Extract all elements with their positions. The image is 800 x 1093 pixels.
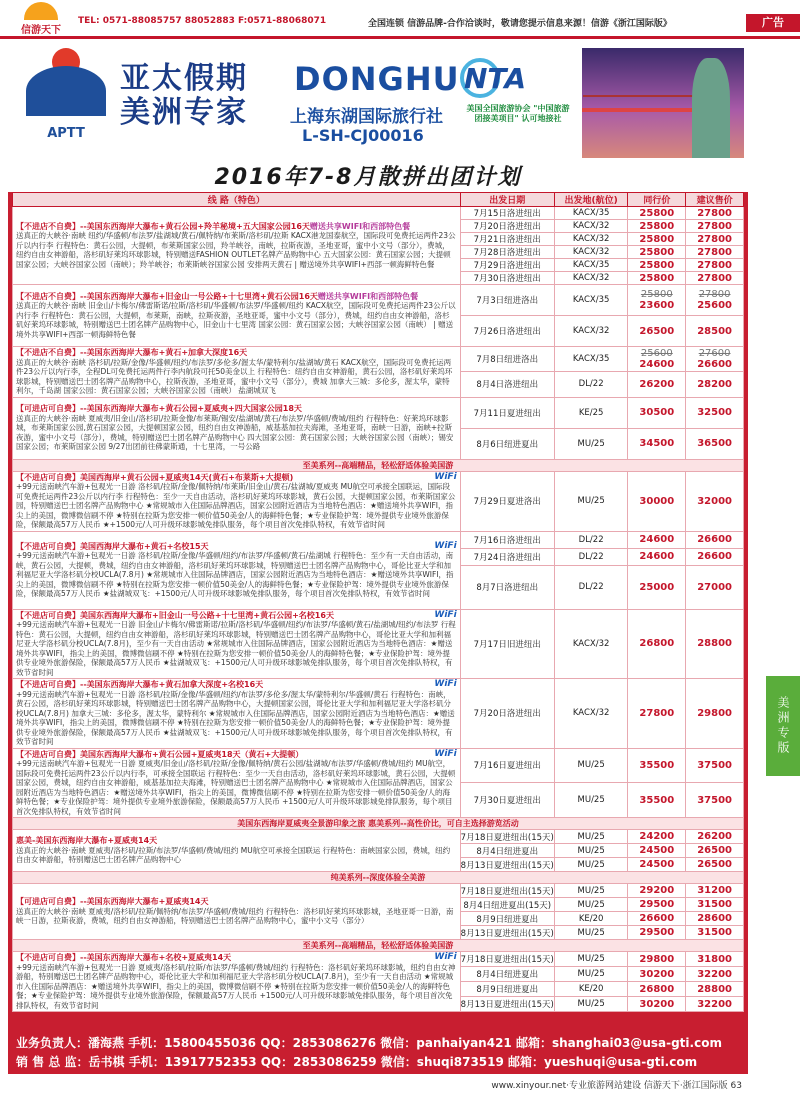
wifi-icon: WiFi — [434, 609, 457, 620]
table-row — [13, 679, 744, 749]
departure-date: 8月4日纽进夏出 — [460, 844, 554, 858]
section-label: 纯美系列--深度体验全美游 — [13, 872, 744, 884]
retail-price: 26500 — [686, 844, 744, 858]
mountain-icon — [26, 66, 106, 116]
route-title: 【不进店不自费】--美国东西海岸大瀑布+旧金山一号公路+十七里湾+黄石公园16天赠送共享WIFI和西部特色餐 — [16, 291, 419, 301]
retail-price: 31800 — [686, 952, 744, 967]
retail-price — [686, 347, 744, 372]
departure-date: 7月18日夏进纽出(15天) — [460, 952, 554, 967]
route-detail: 送真正的大峡谷·南峡 旧金山/卡梅尔/佛雷斯诺/拉斯/洛杉矶/华盛顿/布法罗/华盛顿/纽约 KACX航空，国际段可免费托运两件23公斤以内行李 行程特色：黄石公园，大提顿，布莱斯，南峡，拉斯夜游，圣地亚哥，蜜中小文号（部分），费城，纽约自由女神游船，洛杉矶好莱坞环球影城，特别赠送巴士团名牌产品购物中心，旧金山十七里湾 国家公园：黄石国家公园；大峡谷国家公园（南峡） | 赠送境外共享WIFI+西部一顿海鲜特色餐 — [16, 301, 456, 339]
wifi-icon: WiFi — [434, 471, 457, 482]
statue-of-liberty-photo — [582, 48, 744, 160]
sun-icon — [24, 2, 58, 20]
flight-class: MU/25 — [554, 884, 628, 898]
header-tel: TEL: 0571-88085757 88052883 F:0571-88068071 — [78, 16, 327, 26]
flight-class: MU/25 — [554, 898, 628, 912]
departure-date: 8月13日夏进纽出(15天) — [460, 997, 554, 1012]
route-detail: +99元送南峡汽车游+包观光一日游 夏威夷/旧金山/洛杉矶/拉斯/金像/佩特纳/黄石公园/盐湖城/布法罗/华盛顿/费城/纽约 MU航空，国际段可免费托运两件23公斤以内行李，可承接全国联运 行程特色：至少一天自由活动，洛杉矶好莱坞环球影城，黄石公园，大提顿国家公园，费城，纽约自由女神游船，威基基加拉夫海滩，特别赠送巴士团名牌产品购物中心 ★常规城市入住国际品牌酒店，国家公园附近酒店为当地特色酒店：★赠送境外共享WIFI，指尖上的美国，微博微信刷不停 ★特别在拉斯为您安排一顿价值50美金/人的海鲜特色餐；★专业保险护驾：境外提供专业境外旅游保险，保额最高57万人民币 +1500元/人可升级环球影城免排队服务，每个项目首次免排队特权，有效节省时间 — [16, 759, 456, 816]
flight-class: KACX/35 — [554, 259, 628, 272]
flight-class: MU/25 — [554, 997, 628, 1012]
departure-date: 7月30日夏进纽出 — [460, 783, 554, 818]
contact-line-2: 销 售 总 监：岳书棋 手机：13917752353 QQ：2853086259 微信：shuqi873519 邮箱：yueshuqi@usa-gti.com — [16, 1055, 698, 1069]
new-price: 23600 — [639, 300, 675, 311]
trade-price: 35500 — [628, 748, 686, 783]
trade-price: 25800 — [628, 272, 686, 285]
retail-price: 37500 — [686, 748, 744, 783]
license-number: L-SH-CJ00016 — [302, 126, 424, 145]
retail-price: 28600 — [686, 912, 744, 926]
departure-date: 8月9日纽进夏出 — [460, 982, 554, 997]
statue-shape — [692, 58, 730, 160]
new-price: 24600 — [639, 359, 675, 371]
trade-price: 30500 — [628, 397, 686, 428]
route-cell — [13, 531, 461, 609]
ad-tag: 广告 — [746, 14, 800, 32]
flight-class: MU/25 — [554, 783, 628, 818]
section-label: 至美系列--高端精品，轻松舒适体验美国游 — [13, 459, 744, 471]
trade-price: 30000 — [628, 471, 686, 531]
retail-price: 27800 — [686, 207, 744, 220]
route-tag: 赠送共享WIFI和西部特色餐 — [309, 221, 411, 231]
flight-class: MU/25 — [554, 844, 628, 858]
donghu-subtitle: 上海东湖国际旅行社 — [290, 107, 443, 127]
departure-date: 7月16日夏进纽出 — [460, 748, 554, 783]
departure-date: 7月18日夏进纽出(15天) — [460, 830, 554, 844]
departure-date: 8月13日夏进纽出(15天) — [460, 858, 554, 872]
departure-date: 7月11日夏进纽出 — [460, 397, 554, 428]
retail-price — [686, 285, 744, 316]
header-divider — [0, 36, 800, 39]
trade-price: 25800 — [628, 233, 686, 246]
flight-class: KACX/35 — [554, 207, 628, 220]
flight-class: MU/25 — [554, 858, 628, 872]
trade-price: 24500 — [628, 858, 686, 872]
table-row — [13, 207, 744, 220]
flight-class: KE/20 — [554, 912, 628, 926]
table-row — [13, 397, 744, 428]
route-detail: 送真正的大峡谷·南峡 洛杉矶/拉斯/金像/华盛顿/纽约/布法罗/多伦多/渥太华/蒙特利尔/盐湖城/黄石 KACX航空，国际段可免费托运两件23公斤以内行李，全程DL可免费托运两件行李内航段可托50美金以上 行程特色：纽约自由女神游船，黄石公园，洛杉矶好莱坞环球影城，特别赠送巴士团名牌产品购物中心，拉斯夜游，圣地亚哥，蜜中小文号（部分），费城 加拿大三城：多伦多，渥太华，蒙特利尔，千岛湖 国家公园：黄石国家公园；大峡谷国家公园（南峡） 盐湖城双飞 — [16, 357, 453, 395]
trade-price: 30200 — [628, 967, 686, 982]
flight-class: MU/25 — [554, 830, 628, 844]
departure-date: 7月20日洛进纽出 — [460, 679, 554, 749]
route-title: 【不进店可自费】美国西海岸大瀑布+黄石+名校15天 — [16, 541, 209, 551]
departure-date: 8月13日夏进纽出(15天) — [460, 926, 554, 940]
trade-price: 26800 — [628, 982, 686, 997]
retail-price: 31200 — [686, 884, 744, 898]
wifi-icon: WiFi — [434, 952, 457, 962]
departure-date: 7月28日洛进纽出 — [460, 246, 554, 259]
xinyou-logo: 信游天下 — [6, 2, 76, 36]
trade-price: 25800 — [628, 259, 686, 272]
flight-class: KACX/32 — [554, 272, 628, 285]
trade-price: 26600 — [628, 912, 686, 926]
route-cell — [13, 609, 461, 679]
table-header — [13, 193, 744, 207]
retail-price: 27800 — [686, 233, 744, 246]
route-title: 【可进店可自费】--美国东西海岸大瀑布+夏威夷14天 — [16, 897, 209, 907]
flight-class: KACX/32 — [554, 609, 628, 679]
retail-price: 27800 — [686, 246, 744, 259]
table-row — [13, 609, 744, 679]
col-retail-price: 建议售价 — [686, 193, 744, 207]
section-divider — [13, 459, 744, 471]
flight-class: KACX/35 — [554, 285, 628, 316]
route-cell — [13, 830, 461, 872]
flight-class: KACX/32 — [554, 316, 628, 347]
trade-price: 29200 — [628, 884, 686, 898]
departure-date: 8月7日洛进纽出 — [460, 565, 554, 609]
bridge-shape — [582, 108, 702, 112]
retail-price: 27000 — [686, 565, 744, 609]
table-row — [13, 285, 744, 316]
retail-price: 28800 — [686, 609, 744, 679]
route-cell — [13, 679, 461, 749]
route-title: 【不进店可自费】--美国东西海岸大瀑布+黄石加拿大深度+名校16天 — [16, 680, 264, 689]
bottom-footer: www.xinyour.net·专业旅游网站建设 信游天下·浙江国际版 63 — [491, 1081, 742, 1091]
route-title: 【不进店可自费】美国西海岸+黄石公园+夏威夷14天(黄石+布莱斯+大提顿) — [16, 472, 294, 482]
retail-price: 26600 — [686, 531, 744, 548]
old-price: 25600 — [640, 348, 673, 360]
route-detail: +99元送南峡汽车游+包观光一日游 旧金山/卡梅尔/佛雷斯诺/拉斯/洛杉矶/华盛顿/纽约/布法罗/华盛顿/黄石/盐湖城/纽约/布法罗 行程特色：黄石公园，大提顿，纽约自由女神游船，洛杉矶好莱坞环球影城，特别赠送巴士团名牌产品购物中心，哥伦比亚大学和加利福尼亚大学洛杉矶分校UCLA(7.8月)，至少有一天自由活动 ★常规城市入住国际品牌酒店，国家公园附近酒店为当地特色酒店：★赠送境外共享WIFI，指尖上的美国，微博微信刷不停 ★特别在拉斯为您安排一顿价值50美金/人的海鲜特色餐；★专业保险护驾：境外提供专业境外旅游保险，保额最高57万人民币 ★盐湖城双飞：+1500元/人可升级环球影城免排队服务，每个项目首次免排队特权，有效节省时间 — [16, 620, 456, 677]
contact-footer — [8, 1034, 748, 1074]
aptt-logo: APTT — [16, 48, 116, 152]
donghu-logo: DONGHU — [294, 60, 460, 98]
flight-class: MU/25 — [554, 428, 628, 459]
departure-date: 7月29日洛进纽出 — [460, 259, 554, 272]
retail-price: 27800 — [686, 272, 744, 285]
tour-table — [12, 192, 744, 1012]
departure-date: 8月4日洛进纽出 — [460, 372, 554, 397]
col-trade-price: 同行价 — [628, 193, 686, 207]
retail-price: 31500 — [686, 898, 744, 912]
retail-price: 26200 — [686, 830, 744, 844]
flight-class: MU/25 — [554, 748, 628, 783]
retail-price: 28500 — [686, 316, 744, 347]
retail-price: 37500 — [686, 783, 744, 818]
table-row — [13, 347, 744, 372]
route-title: 【不进店不自费】--美国东西海岸大瀑布+黄石+加拿大深度16天 — [16, 348, 248, 357]
flight-class: MU/25 — [554, 952, 628, 967]
ad-page — [8, 40, 748, 1034]
route-cell — [13, 952, 461, 1012]
retail-price: 32000 — [686, 471, 744, 531]
retail-price: 26500 — [686, 858, 744, 872]
route-detail: 送真正的大峡谷·南峡 夏威夷/洛杉矶/拉斯/布法罗/华盛顿/费城/纽约 MU航空可承接全国联运 行程特色：南峡国家公园，费城，纽约自由女神游船，特别赠送巴士团名牌产品购物中心 — [16, 845, 451, 865]
flight-class: MU/25 — [554, 471, 628, 531]
trade-price: 25000 — [628, 565, 686, 609]
departure-date: 8月4日纽进夏出(15天) — [460, 898, 554, 912]
route-cell — [13, 397, 461, 459]
departure-date: 7月24日洛进纽出 — [460, 548, 554, 565]
wifi-icon: WiFi — [434, 540, 457, 551]
retail-price: 32500 — [686, 397, 744, 428]
table-body — [13, 207, 744, 1012]
departure-date: 7月18日夏进纽出(15天) — [460, 884, 554, 898]
section-divider — [13, 818, 744, 830]
section-label: 美国东西海岸夏威夷全景游印象之旅 惠美系列--高性价比，可自主选择游览活动 — [13, 818, 744, 830]
section-divider — [13, 940, 744, 952]
col-flight: 出发地(航位) — [554, 193, 628, 207]
departure-date: 7月16日洛进纽出 — [460, 531, 554, 548]
departure-date: 7月20日洛进纽出 — [460, 220, 554, 233]
flight-class: MU/25 — [554, 926, 628, 940]
flight-class: KACX/32 — [554, 679, 628, 749]
trade-price: 26500 — [628, 316, 686, 347]
agency-name: 亚太假期 美洲专家 — [120, 61, 248, 130]
route-cell — [13, 471, 461, 531]
flight-class: MU/25 — [554, 967, 628, 982]
retail-price: 36500 — [686, 428, 744, 459]
route-cell — [13, 748, 461, 818]
retail-price: 28200 — [686, 372, 744, 397]
route-cell — [13, 207, 461, 285]
route-tag: 赠送共享WIFI和西部特色餐 — [317, 291, 419, 301]
retail-price: 31500 — [686, 926, 744, 940]
route-detail: 送真正的大峡谷·南峡 夏威夷/洛杉矶/拉斯/佩特纳/布法罗/华盛顿/费城/纽约 行程特色：洛杉矶好莱坞环球影城，圣地亚哥一日游，南峡一日游，拉斯夜游，费城，纽约自由女神游船，特别赠送巴士团名牌产品购物中心，蜜中小文号（部分） — [16, 906, 454, 926]
departure-date: 8月6日纽进夏出 — [460, 428, 554, 459]
departure-date: 7月29日夏进洛出 — [460, 471, 554, 531]
trade-price: 25800 — [628, 220, 686, 233]
trade-price: 25800 — [628, 246, 686, 259]
trade-price: 29500 — [628, 898, 686, 912]
trade-price: 34500 — [628, 428, 686, 459]
route-detail: +99元送南峡汽车游+包观光一日游 洛杉矶/拉斯/金像/佩特纳/布莱斯/旧金山/黄石/盐湖城/夏威夷 MU航空可承接全国联运，国际段可免费托运两件23公斤以内行李 行程特色：至少一天自由活动，洛杉矶好莱坞环球影城，黄石公园，大提顿国家公园，布莱斯国家公园，特别赠送巴士团名牌产品购物中心 ★常规城市入住国际品牌酒店，国家公园附近酒店为当地特色酒店：★赠送境外共享WIFI，指尖上的美国，微博微信刷不停 ★特别在拉斯为您安排一顿价值50美金/人的海鲜特色餐；★专业保险护驾：境外提供专业境外旅游保险，保额最高57万人民币 ★+1500元/人可升级环球影城免排队服务，每个项目首次免排队特权，有效节省时间 — [16, 482, 456, 529]
table-row — [13, 952, 744, 967]
table-row — [13, 531, 744, 548]
departure-date: 7月26日洛进纽出 — [460, 316, 554, 347]
retail-price: 26600 — [686, 548, 744, 565]
trade-price: 24600 — [628, 548, 686, 565]
route-title: 【不进店可自费】美国东西海岸大瀑布+黄石公园+夏威夷18天（黄石+大提顿） — [16, 749, 304, 759]
retail-price: 28800 — [686, 982, 744, 997]
flight-class: KACX/32 — [554, 233, 628, 246]
route-title: 【不进店可自费】--美国东西海岸大瀑布+名校+夏威夷14天 — [16, 953, 232, 962]
old-price: 27800 — [698, 289, 731, 300]
trade-price: 29500 — [628, 926, 686, 940]
departure-date: 7月17日旧进纽出 — [460, 609, 554, 679]
page-header — [0, 0, 800, 38]
old-price: 25800 — [640, 289, 673, 300]
retail-price: 32200 — [686, 967, 744, 982]
route-cell — [13, 347, 461, 398]
trade-price: 29800 — [628, 952, 686, 967]
side-tab: 美洲专版 — [766, 676, 800, 776]
flight-class: DL/22 — [554, 565, 628, 609]
route-cell — [13, 884, 461, 940]
section-label: 至美系列--高端精品，轻松舒适体验美国游 — [13, 940, 744, 952]
trade-price: 30200 — [628, 997, 686, 1012]
flight-class: KACX/32 — [554, 220, 628, 233]
trade-price: 26800 — [628, 609, 686, 679]
route-detail: 送真正的大峡谷·南峡 纽约/华盛顿/布法罗/盐湖城/黄石/佩特纳/布莱斯/洛杉矶/拉斯 KACX港龙国泰航空，国际段可免费托运两件23公斤以内行李 行程特色：黄石公园，大提顿，布莱斯国家公园，羚羊峡谷，南峡，拉斯夜游，圣地亚哥，蜜中小文号（部分），费城，纽约自由女神游船，洛杉矶好莱坞环球影城，特别赠送FASHION OUTLET名牌产品购物中心 五大国家公园：黄石国家公园；大提顿国家公园；大峡谷国家公园（南峡）；羚羊峡谷；布莱斯峡谷国家公园 安排两天黄石 | 赠送境外共享WIFI+西部一顿海鲜特色餐 — [16, 231, 456, 269]
route-detail: +99元送南峡汽车游+包观光一日游 洛杉矶/拉斯/金像/华盛顿/纽约/布法罗/华盛顿/黄石/盐湖城 行程特色：至少有一天自由活动，南峡，黄石公园，大提顿，费城，纽约自由女神游船，洛杉矶好莱坞环球影城，特别赠送巴士团名牌产品购物中心，哥伦比亚大学和加利福尼亚大学洛杉矶分校UCLA(7.8月) ★常规城市入住国际品牌酒店，国家公园附近酒店为当地特色酒店：★赠送境外共享WIFI，指尖上的美国，微博微信刷不停 ★特别在拉斯为您安排一顿价值50美金/人的海鲜特色餐；★专业保险护驾：境外提供专业境外旅游保险，保额最高57万人民币 ★盐湖城双飞：+1500元/人可升级环球影城免排队服务，每个项目首次免排队特权，有效节省时间 — [16, 551, 454, 598]
nta-logo: NTA 美国全国旅游协会 "中国旅游团接美项目" 认可地接社 — [460, 58, 570, 154]
flight-class: KACX/35 — [554, 347, 628, 372]
departure-date: 7月8日纽进洛出 — [460, 347, 554, 372]
trade-price: 27800 — [628, 679, 686, 749]
route-title: 惠美-美国东西海岸大瀑布+夏威夷14天 — [16, 836, 158, 846]
route-cell — [13, 285, 461, 347]
trade-price: 26200 — [628, 372, 686, 397]
route-detail: +99元送南峡汽车游+包观光一日游 夏威夷/洛杉矶/拉斯/布法罗/华盛顿/费城/纽约 行程特色：洛杉矶好莱坞环球影城，纽约自由女神游船，特别赠送巴士团名牌产品购物中心，哥伦比亚大学和加利福尼亚大学洛杉矶分校UCLA(7.8月)，至少有一天自由活动 ★常规城市入住国际品牌酒店：★赠送境外共享WIFI，指尖上的美国，微博微信刷不停 ★特别在拉斯为您安排一顿价值50美金/人的海鲜特色餐；★专业保险护驾：境外提供专业境外旅游保险，保额最高57万人民币 +1500元/人可升级环球影城免排队服务，每个项目首次免排队特权，有效节省时间 — [16, 962, 456, 1010]
section-divider — [13, 872, 744, 884]
flight-class: KE/25 — [554, 397, 628, 428]
page-title: 2016年7-8月散拼出团计划 — [214, 165, 522, 190]
table-row — [13, 884, 744, 898]
col-date: 出发日期 — [460, 193, 554, 207]
retail-price: 27800 — [686, 259, 744, 272]
route-title: 【不进店可自费】美国东西海岸大瀑布+旧金山一号公路+十七里湾+黄石公园+名校16天 — [16, 610, 334, 620]
retail-price: 29800 — [686, 679, 744, 749]
table-row — [13, 748, 744, 783]
flight-class: DL/22 — [554, 531, 628, 548]
departure-date: 8月4日纽进夏出 — [460, 967, 554, 982]
flight-class: KE/20 — [554, 982, 628, 997]
trade-price — [628, 285, 686, 316]
table-row — [13, 830, 744, 844]
col-route: 线 路（特色） — [13, 193, 461, 207]
route-detail: +99元送南峡汽车游+包观光一日游 洛杉矶/拉斯/金像/华盛顿/纽约/布法罗/多伦多/渥太华/蒙特利尔/华盛顿/黄石 行程特色：南峡，黄石公园，洛杉矶好莱坞环球影城，特别赠送巴士团名牌产品购物中心，大提顿国家公园，哥伦比亚大学和加利福尼亚大学洛杉矶分校UCLA(7.8月) 加拿大三城：多伦多，渥太华，蒙特利尔 ★常规城市入住国际品牌酒店，国家公园附近酒店为当地特色酒店：★赠送境外共享WIFI，指尖上的美国，微博微信刷不停 ★特别在拉斯为您安排一顿价值50美金/人的海鲜特色餐；★专业保险护驾：境外提供专业境外旅游保险，保额最高57万人民币 ★盐湖城双飞：+1500元/人可升级环球影城免排队服务，每个项目首次免排队特权，有效节省时间 — [16, 689, 455, 746]
contact-line-1: 业务负责人：潘海燕 手机：15800455036 QQ：2853086276 微信：panhaiyan421 邮箱：shanghai03@usa-gti.com — [16, 1036, 722, 1050]
route-title: 【可进店可自费】--美国东西海岸大瀑布+黄石公园+夏威夷+四大国家公园18天 — [16, 404, 302, 414]
departure-date: 7月21日洛进纽出 — [460, 233, 554, 246]
wifi-icon: WiFi — [434, 748, 457, 759]
trade-price: 24600 — [628, 531, 686, 548]
retail-price: 32200 — [686, 997, 744, 1012]
wifi-icon: WiFi — [434, 679, 457, 689]
departure-date: 7月3日纽进洛出 — [460, 285, 554, 316]
route-title: 【不进店不自费】--美国东西海岸大瀑布+黄石公园+羚羊秘境+五大国家公园16天赠送共享WIFI和西部特色餐 — [16, 221, 411, 231]
header-slogan: 全国连锁 信游品牌-合作洽谈时，敬请您提示信息来源！信游《浙江国际版》 — [368, 19, 672, 29]
flight-class: KACX/32 — [554, 246, 628, 259]
trade-price: 24200 — [628, 830, 686, 844]
title-bar — [8, 158, 748, 192]
trade-price: 35500 — [628, 783, 686, 818]
new-price: 26600 — [697, 359, 732, 371]
departure-date: 7月30日洛进纽出 — [460, 272, 554, 285]
trade-price: 25800 — [628, 207, 686, 220]
retail-price: 27800 — [686, 220, 744, 233]
agency-banner — [8, 40, 748, 158]
departure-date: 8月9日纽进夏出 — [460, 912, 554, 926]
trade-price — [628, 347, 686, 372]
route-detail: 送真正的大峡谷·南峡 夏威夷/旧金山/洛杉矶/拉斯金像/布莱斯/锡安/盐湖城/黄石/布法罗/华盛顿/费城/纽约 行程特色：好莱坞环球影城，布莱斯国家公园,黄石国家公园，大提顿国家公园，纽约自由女神游船，威基基加拉夫海滩，圣地亚哥，南峡一日游，南峡+拉斯夜游，蜜中小文号（部分），费城，特别赠送巴士团名牌产品购物中心 四大国家公园：黄石国家公园；大峡谷国家公园（南峡）；锡安国家公园；布莱斯国家公园 9/27出团前往佛蒙斯通，十七里湾，一号公路 — [16, 413, 454, 452]
old-price: 27600 — [698, 348, 731, 360]
flight-class: DL/22 — [554, 548, 628, 565]
flight-class: DL/22 — [554, 372, 628, 397]
departure-date: 7月15日洛进纽出 — [460, 207, 554, 220]
new-price: 25600 — [697, 300, 732, 311]
table-row — [13, 471, 744, 531]
trade-price: 24500 — [628, 844, 686, 858]
